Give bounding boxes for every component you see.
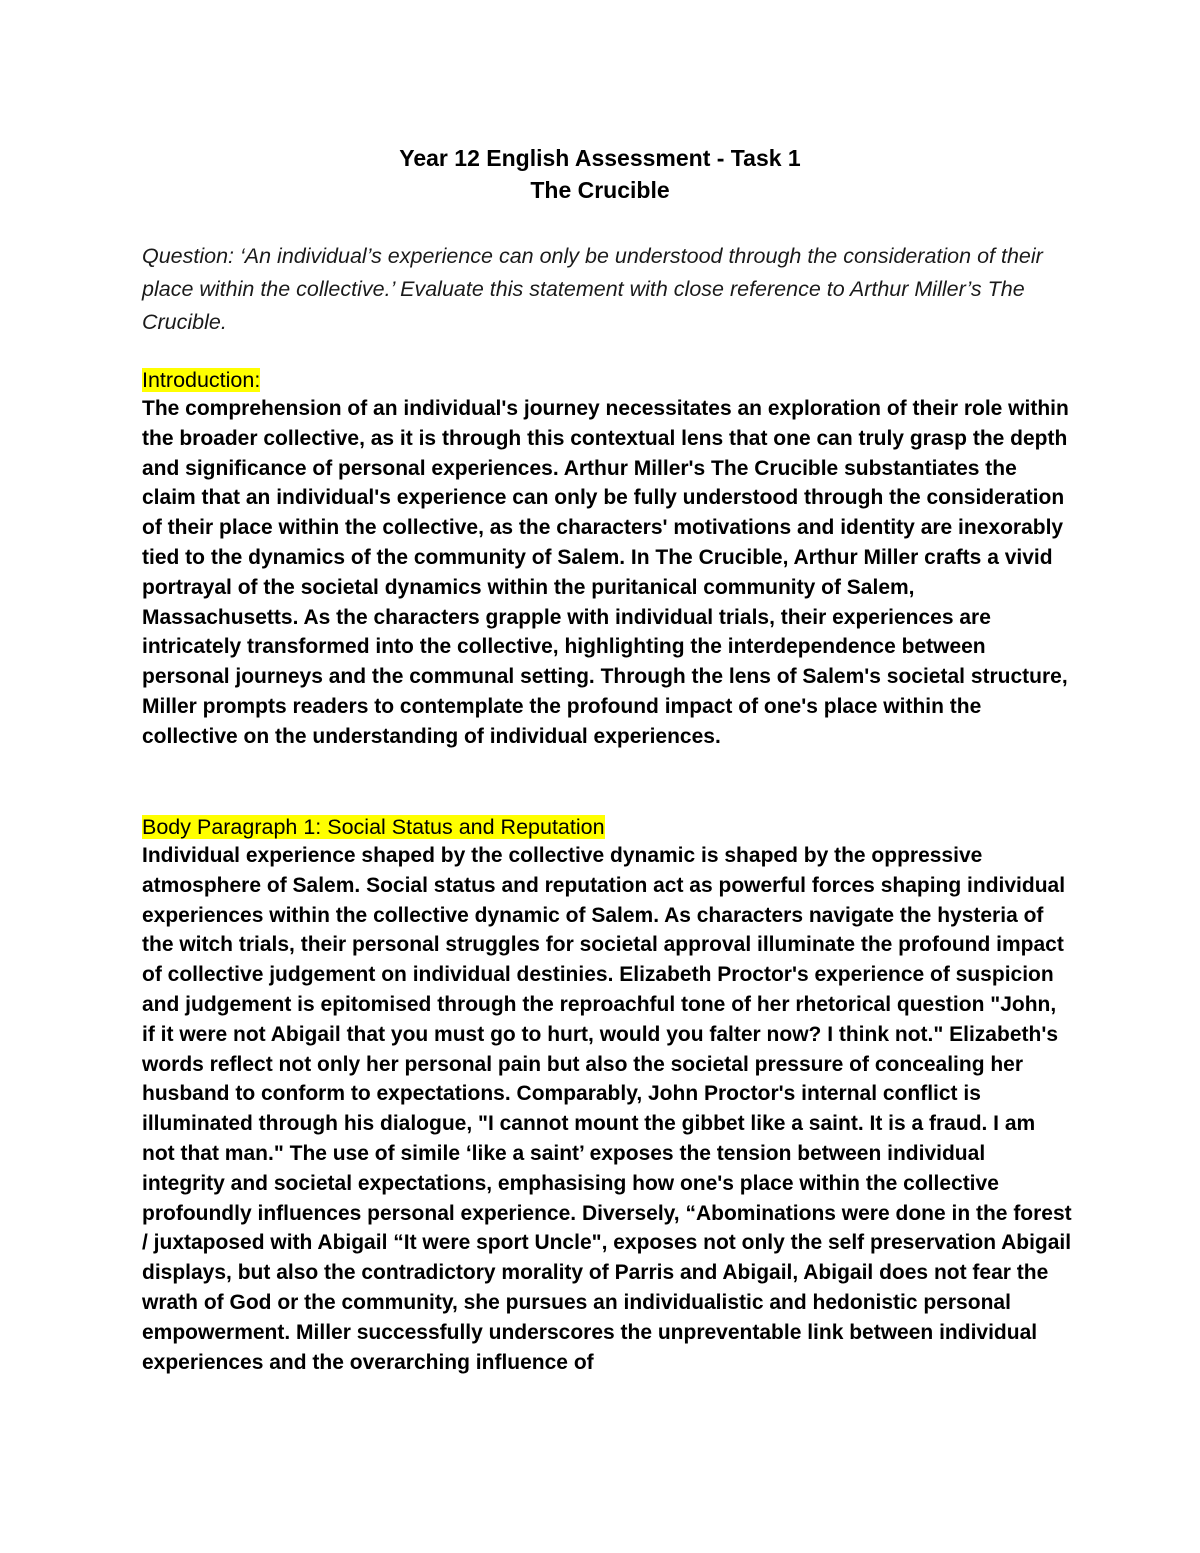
introduction-heading-highlight: Introduction: — [142, 368, 261, 392]
body-paragraph-1-heading — [142, 812, 605, 842]
body-paragraph-1-heading-highlight: Body Paragraph 1: Social Status and Reputation — [142, 815, 605, 839]
document-title: Year 12 English Assessment - Task 1 — [399, 145, 801, 171]
body-paragraph-1: Individual experience shaped by the collective dynamic is shaped by the oppressive atmosphere of Salem. Social status and reputation act as powerful forces shaping individual experiences within the collective dynamic of Salem. As characters navigate the hysteria of the witch trials, their personal struggles for societal approval illuminate the profound impact of collective judgement on individual destinies. Elizabeth Proctor's experience of suspicion and judgement is epitomised through the reproachful tone of her rhetorical question "John, if it were not Abigail that you must go to hurt, would you falter now? I think not." Elizabeth's words reflect not only her personal pain but also the societal pressure of concealing her husband to conform to expectations. Comparably, John Proctor's internal conflict is illuminated through his dialogue, "I cannot mount the gibbet like a saint. It is a fraud. I am not that man." The use of simile ‘like a saint’ exposes the tension between individual integrity and societal expectations, emphasising how one's place within the collective profoundly influences personal experience. Diversely, “Abominations were done in the forest / juxtaposed with Abigail “It were sport Uncle", exposes not only the self preservation Abigail displays, but also the contradictory morality of Parris and Abigail, Abigail does not fear the wrath of God or the community, she pursues an individualistic and hedonistic personal empowerment. Miller successfully underscores the unpreventable link between individual experiences and the overarching influence of — [142, 844, 1072, 1374]
essay-question: Question: ‘An individual’s experience can only be understood through the consideration of their place within the collective.’ Evaluate this statement with close reference to Arthur Miller’s The Crucible. — [142, 244, 1043, 334]
introduction-paragraph: The comprehension of an individual's journey necessitates an exploration of their role within the broader collective, as it is through this contextual lens that one can truly grasp the depth and significance of personal experiences. Arthur Miller's The Crucible substantiates the claim that an individual's experience can only be fully understood through the consideration of their place within the collective, as the characters' motivations and identity are inexorably tied to the dynamics of the community of Salem. In The Crucible, Arthur Miller crafts a vivid portrayal of the societal dynamics within the puritanical community of Salem, Massachusetts. As the characters grapple with individual trials, their experiences are intricately transformed into the collective, highlighting the interdependence between personal journeys and the communal setting. Through the lens of Salem's societal structure, Miller prompts readers to contemplate the profound impact of one's place within the collective on the understanding of individual experiences. — [142, 397, 1069, 748]
introduction-heading — [142, 365, 260, 395]
title-block — [0, 142, 1200, 206]
document-subtitle: The Crucible — [530, 177, 670, 203]
